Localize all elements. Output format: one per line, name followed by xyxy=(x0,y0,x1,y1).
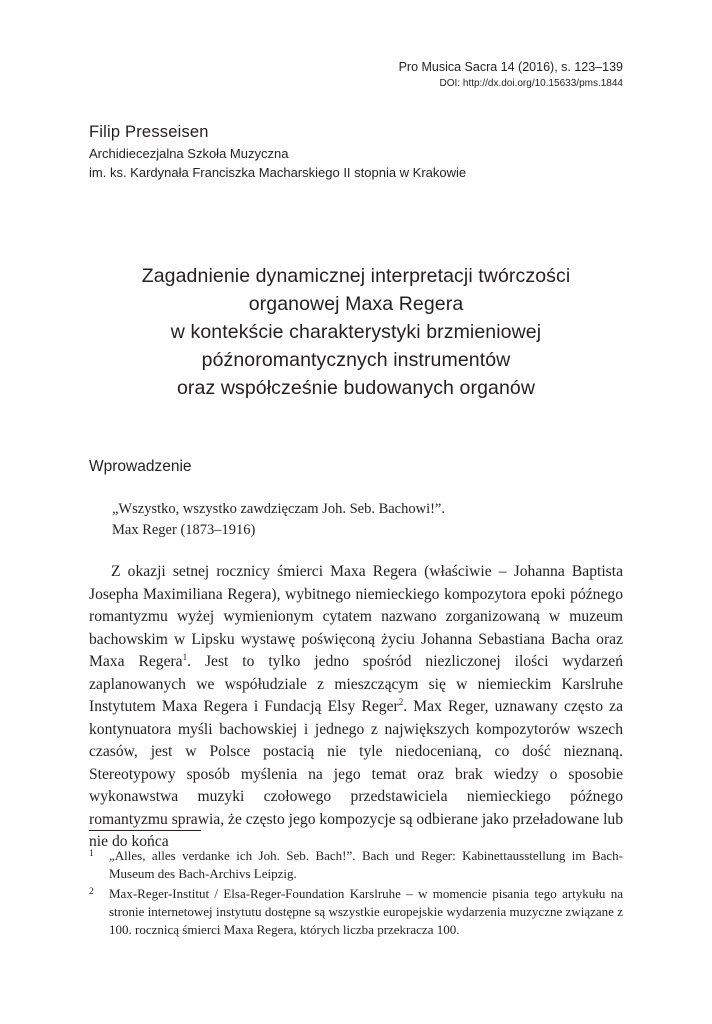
footnote-text: Max-Reger-Institut / Elsa-Reger-Foundation Karslruhe – w momencie pisania tego artykułu na stronie internetowej instytutu dostępne są wszystkie europejskie wydarzenia muzyczne związane z 100. rocznicą śmierci Maxa Regera, których liczba przekracza 100. xyxy=(109,886,623,937)
paragraph-text: . Jest to tylko jedno spośród niezliczonej ilości wydarzeń zaplanowanych we współudziale z mieszczącym się w niemieckim Karslruhe Instytutem Maxa Regera i Fundacją Elsy Reger xyxy=(89,653,623,715)
journal-header xyxy=(399,58,623,92)
author-name: Filip Presseisen xyxy=(89,123,209,141)
paragraph-text: . Max Reger, uznawany często za kontynuatora myśli bachowskiej i jednego z największych kompozytorów wszech czasów, jest w Polsce postacią nie tyle niedocenianą, co dość nieznaną. Stereotypowy sposób myślenia na jego temat oraz brak wiedzy o sposobie wykonawstwa muzyki czołowego przedstawiciela niemieckiego późnego romantyzmu sprawia, że często jego kompozycje są odbierane jako przeładowane lub nie do końca xyxy=(89,698,624,850)
footnote-divider xyxy=(89,830,201,831)
footnote xyxy=(89,847,623,883)
footnotes xyxy=(89,847,623,941)
paragraph xyxy=(89,561,623,854)
body-text xyxy=(89,561,623,854)
footnote-text: „Alles, alles verdanke ich Joh. Seb. Bach!”. Bach und Reger: Kabinettausstellung im Bach-Museum des Bach-Archivs Leipzig. xyxy=(109,848,623,881)
title-line: w kontekście charakterystyki brzmieniowej xyxy=(170,321,542,343)
footnote xyxy=(89,885,623,939)
section-heading: Wprowadzenie xyxy=(89,458,192,475)
paragraph-text: Z okazji setnej rocznicy śmierci Maxa Regera (właściwie – Johanna Baptista Josepha Maximiliana Regera), wybitnego niemieckiego kompozytora epoki późnego romantyzmu wyżej wymienionym cytatem nazwano zorganizowaną w muzeum bachowskim w Lipsku wystawę poświęconą życiu Johanna Sebastiana Bacha oraz Maxa Regera xyxy=(89,563,623,670)
epigraph-attribution: Max Reger (1873–1916) xyxy=(112,522,256,538)
footnote-number: 2 xyxy=(89,887,94,897)
epigraph xyxy=(112,499,445,541)
footnote-number: 1 xyxy=(89,849,94,859)
footnote-ref-2[interactable]: 2 xyxy=(398,696,404,707)
title-line: organowej Maxa Regera xyxy=(248,293,464,315)
title-line: Zagadnienie dynamicznej interpretacji twórczości xyxy=(141,265,571,287)
author-affiliation-line2: im. ks. Kardynała Franciszka Macharskiego II stopnia w Krakowie xyxy=(89,165,467,180)
author-block xyxy=(89,120,466,182)
journal-reference: Pro Musica Sacra 14 (2016), s. 123–139 xyxy=(398,60,623,74)
title-line: późnoromantycznych instrumentów xyxy=(201,349,511,371)
doi-link[interactable]: DOI: http://dx.doi.org/10.15633/pms.1844 xyxy=(439,78,623,89)
epigraph-quote: „Wszystko, wszystko zawdzięczam Joh. Seb. Bachowi!”. xyxy=(112,501,445,517)
article-title xyxy=(89,262,623,402)
footnote-ref-1[interactable]: 1 xyxy=(182,651,188,662)
author-affiliation-line1: Archidiecezjalna Szkoła Muzyczna xyxy=(89,146,289,161)
title-line: oraz współcześnie budowanych organów xyxy=(176,377,536,399)
